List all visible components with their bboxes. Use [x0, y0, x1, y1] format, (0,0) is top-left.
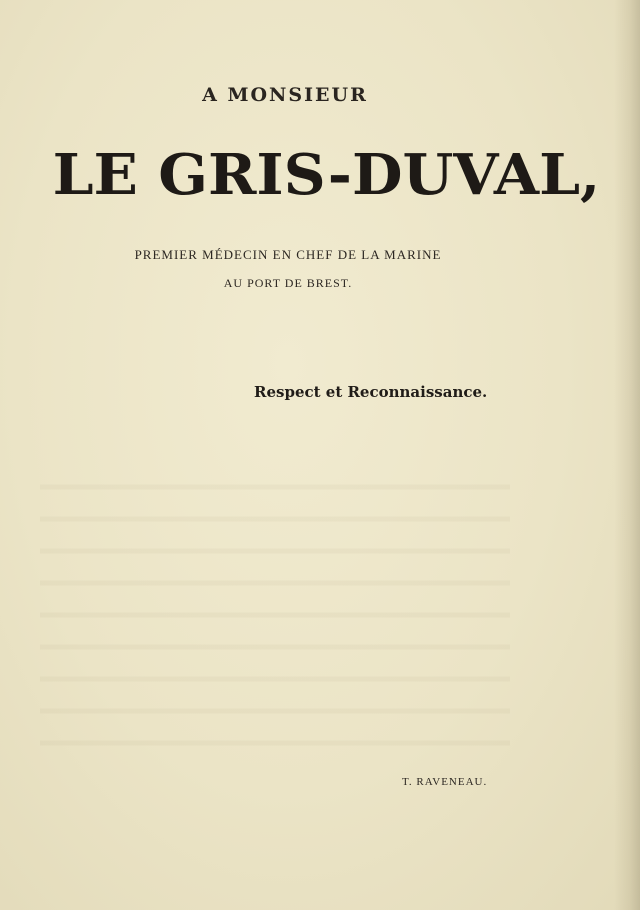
dedicatee-name: LE GRIS-DUVAL,	[52, 142, 601, 208]
dedication-heading: A MONSIEUR	[202, 84, 368, 106]
author-signature: T. RAVENEAU.	[402, 776, 488, 788]
dedicatee-title-line-2: AU PORT DE BREST.	[223, 276, 353, 290]
dedication-motto: Respect et Reconnaissance.	[254, 383, 488, 401]
dedicatee-title-line-1: PREMIER MÉDECIN EN CHEF DE LA MARINE	[134, 247, 442, 262]
bleed-through-texture	[40, 470, 510, 770]
page-fold-shadow	[614, 0, 640, 910]
